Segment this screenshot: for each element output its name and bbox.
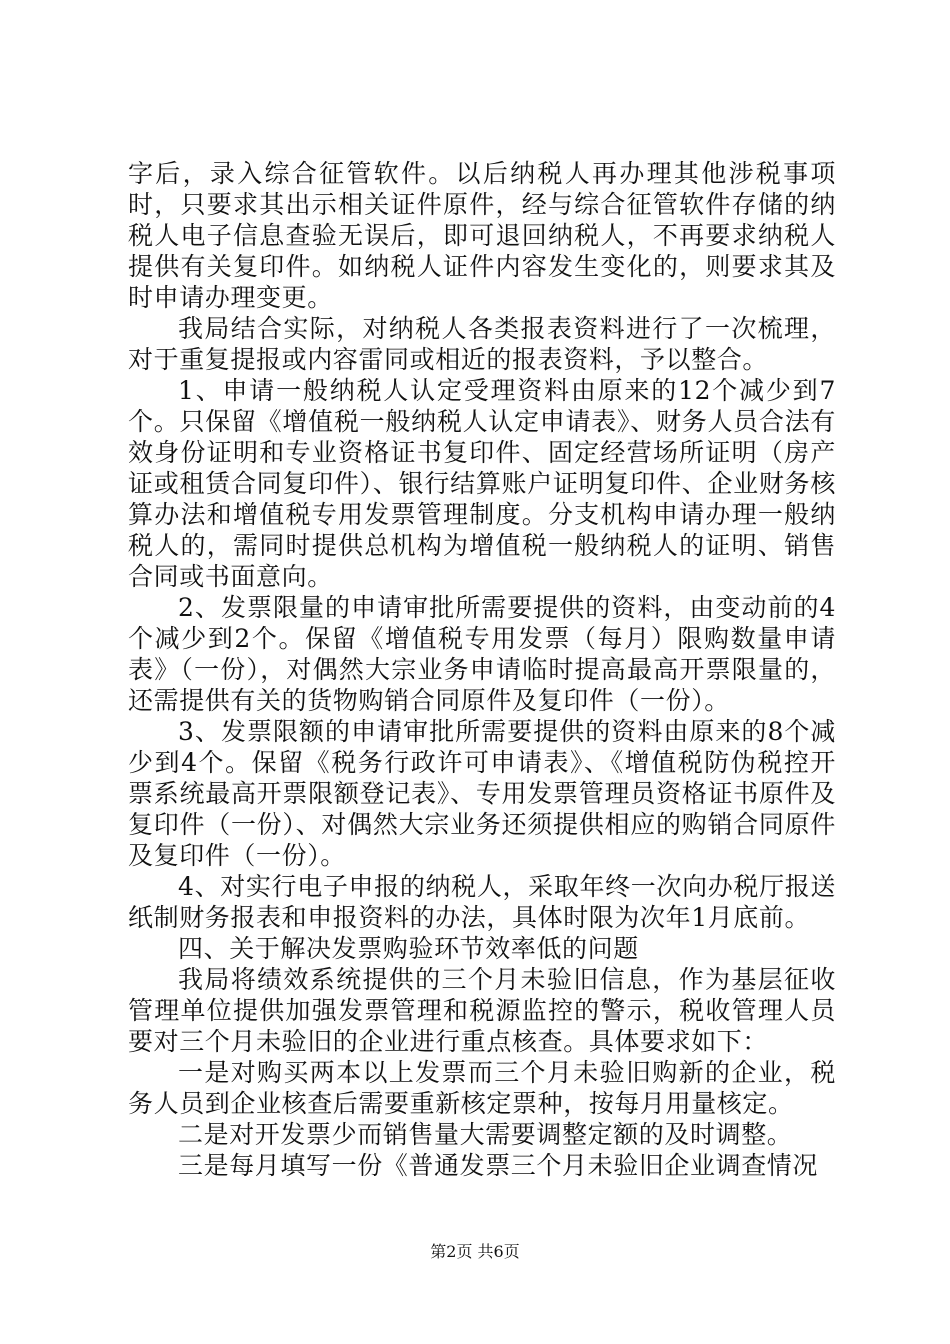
paragraph-summary: 我局结合实际，对纳税人各类报表资料进行了一次梳理，对于重复提报或内容雷同或相近的报表资料，予以整合。 (128, 314, 836, 374)
paragraph-item-1: 1、申请一般纳税人认定受理资料由原来的12个减少到7个。只保留《增值税一般纳税人认定申请表》、财务人员合法有效身份证明和专业资格证书复印件、固定经营场所证明（房产证或租赁合同复印件）、银行结算账户证明复印件、企业财务核算办法和增值税专用发票管理制度。分支机构申请办理一般纳税人的，需同时提供总机构为增值税一般纳税人的证明、销售合同或书面意向。 (128, 376, 836, 591)
document-body (128, 158, 836, 1181)
paragraph-requirement-1: 一是对购买两本以上发票而三个月未验旧购新的企业，税务人员到企业核查后需要重新核定票种，按每月用量核定。 (128, 1058, 836, 1118)
paragraph-item-2: 2、发票限量的申请审批所需要提供的资料，由变动前的4个减少到2个。保留《增值税专用发票（每月）限购数量申请表》（一份），对偶然大宗业务申请临时提高最高开票限量的，还需提供有关的货物购销合同原件及复印件（一份）。 (128, 593, 836, 715)
section-heading-4: 四、关于解决发票购验环节效率低的问题 (178, 934, 639, 963)
paragraph-section-intro: 我局将绩效系统提供的三个月未验旧信息，作为基层征收管理单位提供加强发票管理和税源监控的警示，税收管理人员要对三个月未验旧的企业进行重点核查。具体要求如下： (128, 965, 836, 1056)
paragraph-continuation: 字后，录入综合征管软件。以后纳税人再办理其他涉税事项时，只要求其出示相关证件原件，经与综合征管软件存储的纳税人电子信息查验无误后，即可退回纳税人，不再要求纳税人提供有关复印件。如纳税人证件内容发生变化的，则要求其及时申请办理变更。 (128, 159, 836, 312)
paragraph-item-3: 3、发票限额的申请审批所需要提供的资料由原来的8个减少到4个。保留《税务行政许可申请表》、《增值税防伪税控开票系统最高开票限额登记表》、专用发票管理员资格证书原件及复印件（一份）、对偶然大宗业务还须提供相应的购销合同原件及复印件（一份）。 (128, 717, 836, 870)
paragraph-requirement-3: 三是每月填写一份《普通发票三个月未验旧企业调查情况 (178, 1151, 819, 1180)
paragraph-item-4: 4、对实行电子申报的纳税人，采取年终一次向办税厅报送纸制财务报表和申报资料的办法，具体时限为次年1月底前。 (128, 872, 836, 932)
page-number-footer: 第2页 共6页 (430, 1242, 520, 1261)
paragraph-requirement-2: 二是对开发票少而销售量大需要调整定额的及时调整。 (178, 1120, 793, 1149)
